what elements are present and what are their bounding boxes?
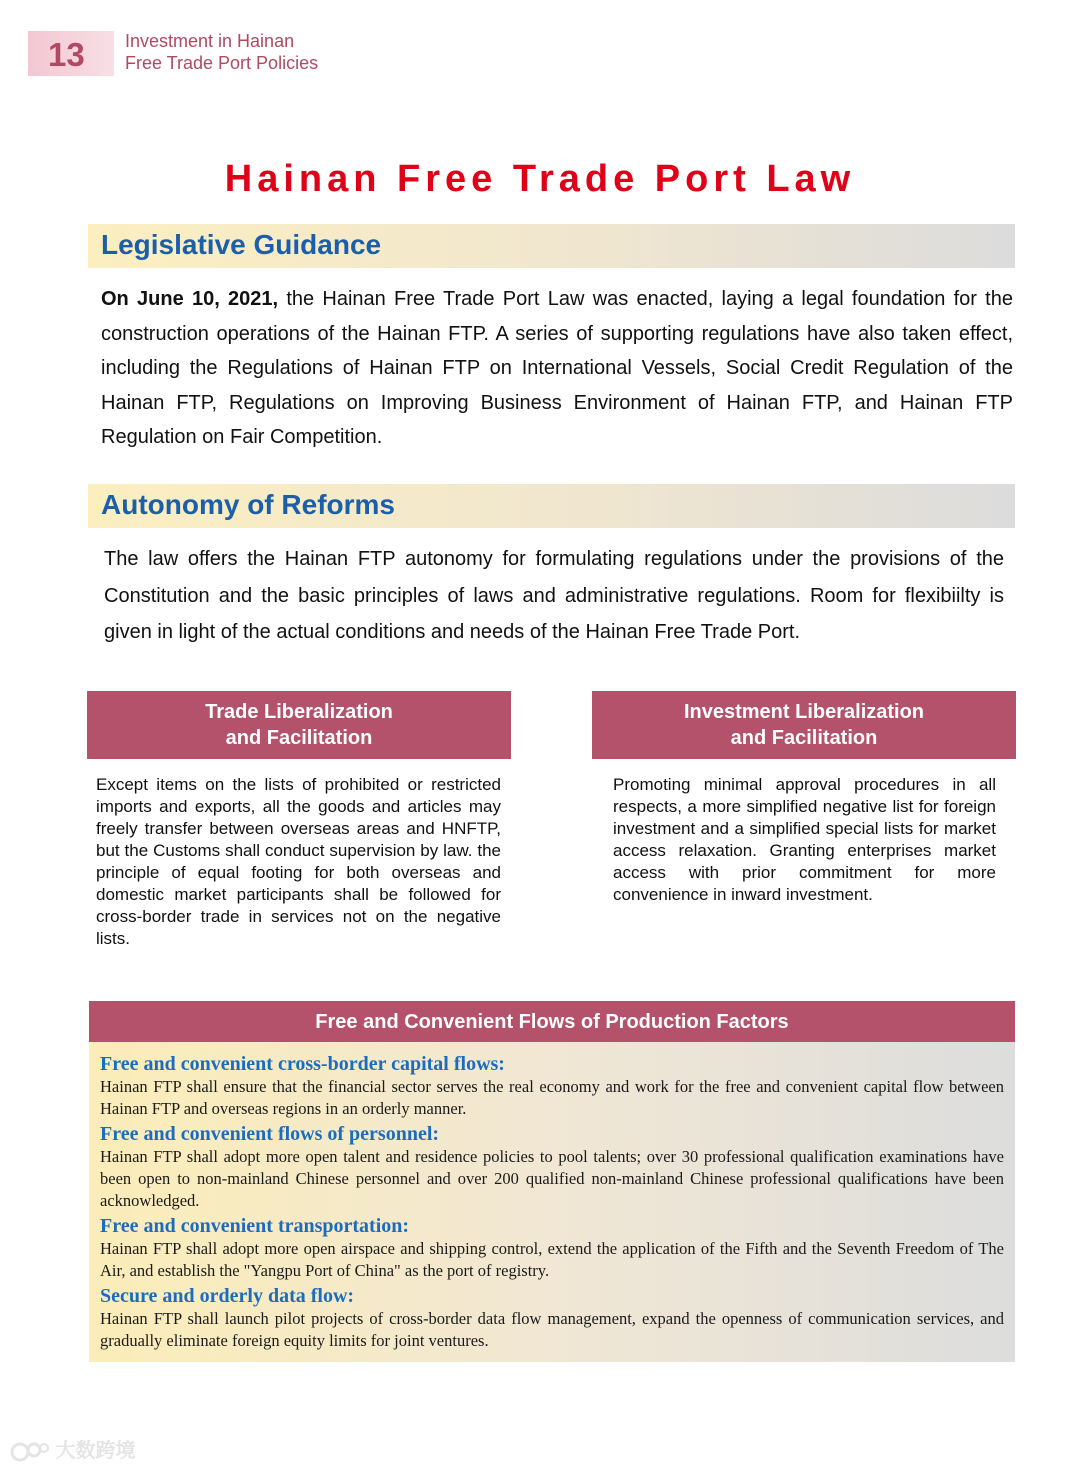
flow-title: Free and convenient cross-border capital flows:: [100, 1053, 505, 1075]
flow-item-personnel: [100, 1123, 1004, 1212]
flow-item-transportation: [100, 1215, 1004, 1282]
watermark-logo-icon: [10, 1440, 50, 1464]
legislative-body: the Hainan Free Trade Port Law was enacted, laying a legal foundation for the construction operations of the Hainan FTP. A series of supporting regulations have also taken effect, including the Regulations of Hainan FTP on International Vessels, Social Credit Regulation of the Hainan FTP, Regulations on Improving Business Environment of Hainan FTP, and Hainan FTP Regulation on Fair Competition.: [101, 288, 1013, 448]
flows-heading-box: [89, 1001, 1015, 1043]
autonomy-body: The law offers the Hainan FTP autonomy for formulating regulations under the provisions of the Constitution and the basic principles of laws and administrative regulations. Room for flexibiilty is given in light of the actual conditions and needs of the Hainan Free Trade Port.: [104, 548, 1004, 643]
investment-heading-box: [592, 691, 1016, 759]
flows-box: [89, 1042, 1015, 1362]
flow-title: Secure and orderly data flow:: [100, 1285, 355, 1307]
flow-item-data: [100, 1285, 1004, 1352]
investment-heading-line2: and Facilitation: [730, 727, 878, 749]
trade-body: Except items on the lists of prohibited or restricted imports and exports, all the goods and articles may freely transfer between overseas areas and HNFTP, but the Customs shall conduct supervision by law. the principle of equal footing for both overseas and domestic market participants shall be followed for cross-border trade in services not on the negative lists.: [96, 775, 501, 948]
running-header-line1: Investment in Hainan: [125, 31, 295, 51]
investment-body: Promoting minimal approval procedures in all respects, a more simplified negative list for foreign investment and a simplified special lists for market access relaxation. Granting enterprises market access with prior commitment for more convenience in inward investment.: [613, 775, 996, 904]
legislative-date: On June 10, 2021,: [101, 288, 279, 310]
flow-text: Hainan FTP shall adopt more open airspace and shipping control, extend the application of the Fifth and the Seventh Freedom of The Air, and establish the "Yangpu Port of China" as the port of registry.: [100, 1239, 1004, 1280]
running-header: [125, 30, 318, 74]
trade-heading-box: [87, 691, 511, 759]
flow-title: Free and convenient flows of personnel:: [100, 1123, 440, 1145]
section-bar-legislative: [88, 224, 1015, 268]
page-number: 13: [48, 36, 85, 73]
section-bar-autonomy: [88, 484, 1015, 528]
legislative-paragraph: [101, 282, 1013, 455]
page-title: Hainan Free Trade Port Law: [224, 158, 856, 200]
flow-item-capital: [100, 1053, 1004, 1120]
section-heading-autonomy: Autonomy of Reforms: [101, 489, 395, 520]
flow-title: Free and convenient transportation:: [100, 1215, 410, 1237]
section-heading-legislative: Legislative Guidance: [101, 229, 382, 260]
flow-text: Hainan FTP shall launch pilot projects of cross-border data flow management, expand the openness of communication services, and gradually eliminate foreign equity limits for joint ventures.: [100, 1309, 1004, 1350]
watermark: [10, 1434, 136, 1464]
autonomy-paragraph: [104, 541, 1004, 651]
running-header-line2: Free Trade Port Policies: [125, 53, 319, 73]
flow-text: Hainan FTP shall ensure that the financial sector serves the real economy and work for the free and convenient capital flow between Hainan FTP and overseas regions in an orderly manner.: [100, 1077, 1004, 1118]
trade-heading-line1: Trade Liberalization: [205, 701, 393, 723]
trade-heading-line2: and Facilitation: [225, 727, 373, 749]
flow-text: Hainan FTP shall adopt more open talent and residence policies to pool talents; over 30 professional qualification examinations have been open to non-mainland Chinese personnel and over 200 qualified non-mainland Chinese professional qualifications have been acknowledged.: [100, 1147, 1004, 1210]
flows-heading: Free and Convenient Flows of Production Factors: [315, 1011, 789, 1033]
watermark-text: 大数跨境: [55, 1440, 136, 1462]
investment-heading-line1: Investment Liberalization: [683, 701, 925, 723]
